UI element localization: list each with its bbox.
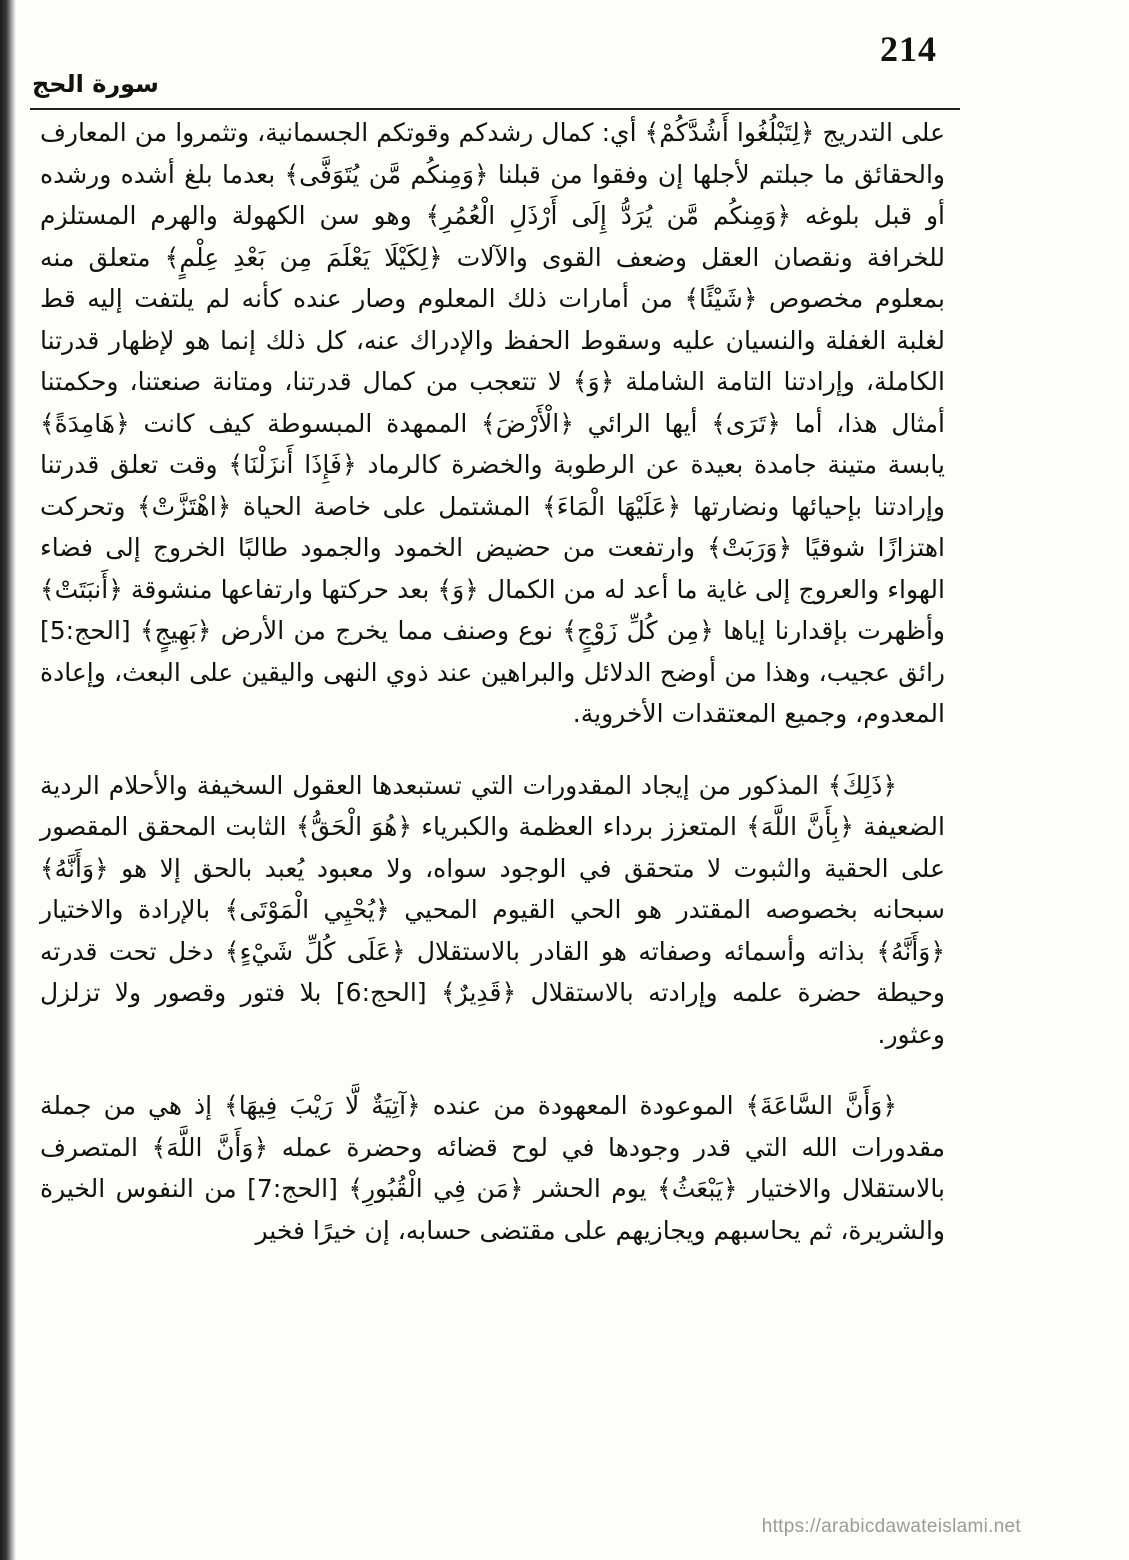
paragraph-3: ﴿وَأَنَّ السَّاعَةَ﴾ الموعودة المعهودة من عنده ﴿آتِيَةٌ لَّا رَيْبَ فِيهَا﴾ إذ هي من جملة مقدورات الله التي قدر وجودها في لوح قضائه وحضرة عمله ﴿وَأَنَّ اللَّهَ﴾ المتصرف بالاستقلال والاختيار ﴿يَبْعَثُ﴾ يوم الحشر ﴿مَن فِي الْقُبُورِ﴾ [الحج:7] من النفوس الخيرة والشريرة، ثم يحاسبهم ويجازيهم على مقتضى حسابه، إن خيرًا فخير <box>40 1091 945 1245</box>
watermark-url: https://arabicdawateislami.net <box>761 1516 1021 1537</box>
paragraph-2: ﴿ذَلِكَ﴾ المذكور من إيجاد المقدورات التي تستبعدها العقول السخيفة والأحلام الردية الضعيفة ﴿بِأَنَّ اللَّهَ﴾ المتعزز برداء العظمة والكبرياء ﴿هُوَ الْحَقُّ﴾ الثابت المحقق المقصور على الحقية والثبوت لا متحقق في الوجود سواه، ولا معبود يُعبد بالحق إلا هو ﴿وَأَنَّهُ﴾ سبحانه بخصوصه المقتدر هو الحي القيوم المحيي ﴿يُحْيِي الْمَوْتَى﴾ بالإرادة والاختيار ﴿وَأَنَّهُ﴾ بذاته وأسمائه وصفاته هو القادر بالاستقلال ﴿عَلَى كُلِّ شَيْءٍ﴾ دخل تحت قدرته وحيطة حضرة علمه وإرادته بالاستقلال ﴿قَدِيرٌ﴾ [الحج:6] بلا فتور وقصور ولا تزلزل وعثور. <box>40 770 945 1049</box>
page-number: 214 <box>880 29 937 69</box>
page-body <box>40 112 945 1251</box>
header-rule <box>30 108 960 110</box>
running-header-surah: سورة الحج <box>32 70 159 98</box>
paragraph-1: على التدريج ﴿لِتَبْلُغُوا أَشُدَّكُمْ﴾ أي: كمال رشدكم وقوتكم الجسمانية، وتثمروا من المعارف والحقائق ما جبلتم لأجلها إن وفقوا من قبلنا ﴿وَمِنكُم مَّن يُتَوَفَّى﴾ بعدما بلغ أشده ورشده أو قبل بلوغه ﴿وَمِنكُم مَّن يُرَدُّ إِلَى أَرْذَلِ الْعُمُرِ﴾ وهو سن الكهولة والهرم المستلزم للخرافة ونقصان العقل وضعف القوى والآلات ﴿لِكَيْلَا يَعْلَمَ مِن بَعْدِ عِلْمٍ﴾ متعلق منه بمعلوم مخصوص ﴿شَيْئًا﴾ من أمارات ذلك المعلوم وصار عنده كأنه لم يلتفت إليه قط لغلبة الغفلة والنسيان عليه وسقوط الحفظ والإدراك عنه، كل ذلك إنما هو لإظهار قدرتنا الكاملة، وإرادتنا التامة الشاملة ﴿وَ﴾ لا تتعجب من كمال قدرتنا، ومتانة صنعتنا، وحكمتنا أمثال هذا، أما ﴿تَرَى﴾ أيها الرائي ﴿الْأَرْضَ﴾ الممهدة المبسوطة كيف كانت ﴿هَامِدَةً﴾ يابسة متينة جامدة بعيدة عن الرطوبة والخضرة كالرماد ﴿فَإِذَا أَنزَلْنَا﴾ وقت تعلق قدرتنا وإرادتنا بإحيائها ونضارتها ﴿عَلَيْهَا الْمَاءَ﴾ المشتمل على خاصة الحياة ﴿اهْتَزَّتْ﴾ وتحركت اهتزازًا شوقيًا ﴿وَرَبَتْ﴾ وارتفعت من حضيض الخمود والجمود طالبًا الخروج إلى فضاء الهواء والعروج إلى غاية ما أعد له من الكمال ﴿وَ﴾ بعد حركتها وارتفاعها منشوقة ﴿أَنبَتَتْ﴾ وأظهرت بإقدارنا إياها ﴿مِن كُلِّ زَوْجٍ﴾ نوع وصنف مما يخرج من الأرض ﴿بَهِيجٍ﴾ [الحج:5] رائق عجيب، وهذا من أوضح الدلائل والبراهين عند ذوي النهى واليقين على البعث، وإعادة المعدوم، وجميع المعتقدات الأخروية. <box>40 118 945 728</box>
scan-edge-shadow <box>0 0 16 1560</box>
